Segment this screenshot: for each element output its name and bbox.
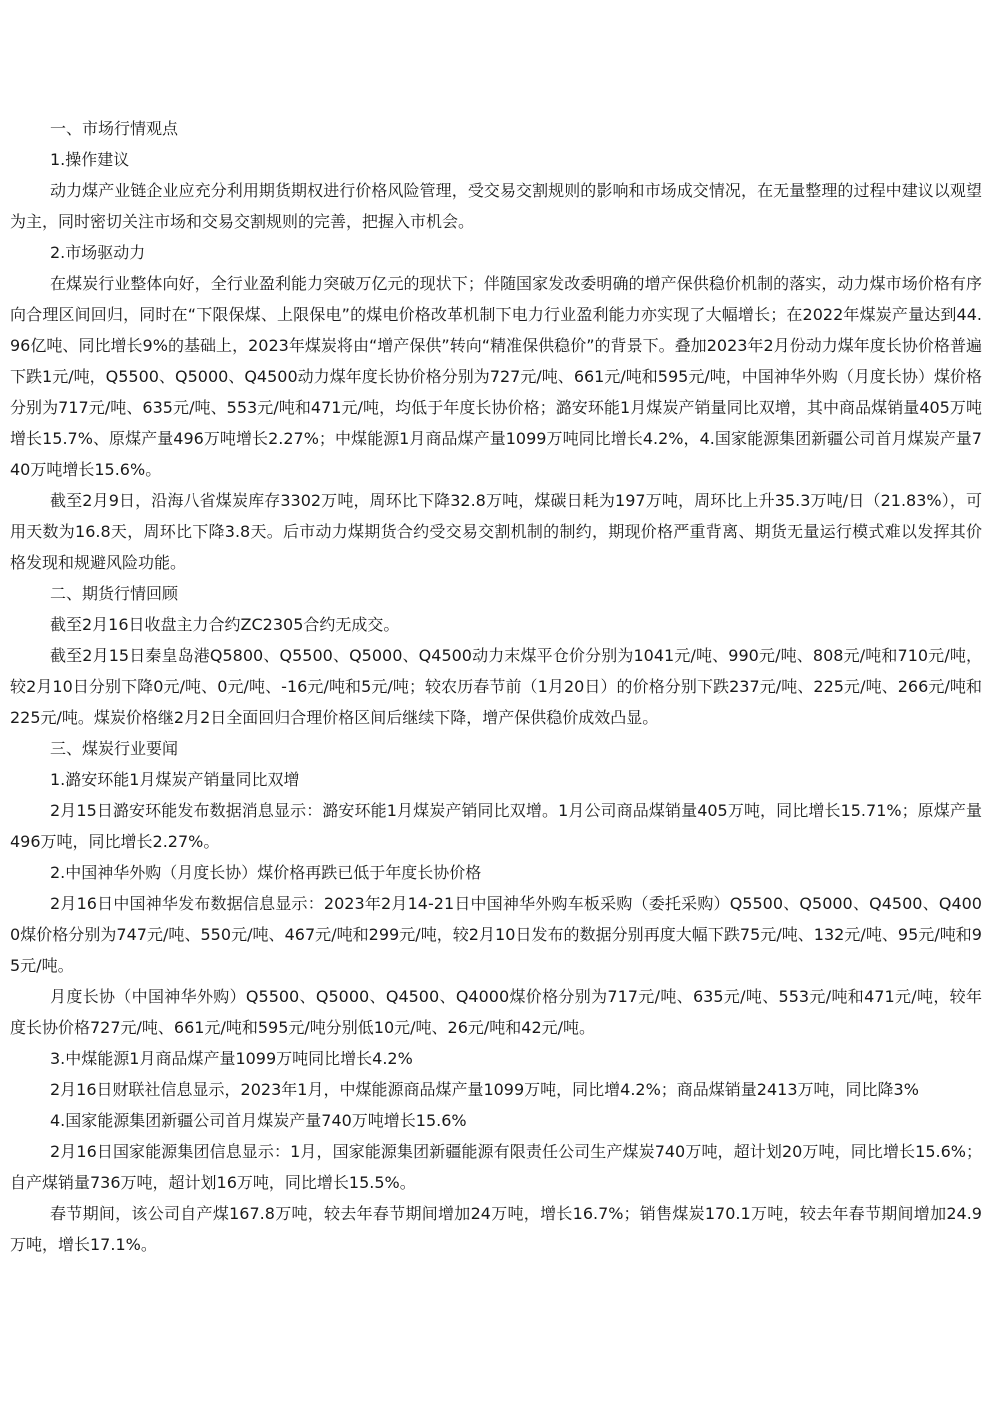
news-heading-shenhua: 2.中国神华外购（月度长协）煤价格再跌已低于年度长协价格 — [50, 863, 482, 882]
section-heading-market-view: 一、市场行情观点 — [50, 119, 179, 138]
subheading-market-drivers: 2.市场驱动力 — [50, 243, 146, 262]
paragraph-operation-advice: 动力煤产业链企业应充分利用期货期权进行价格风险管理，受交易交割规则的影响和市场成交情况，在无量整理的过程中建议以观望为主，同时密切关注市场和交易交割规则的完善，把握入市机会。 — [10, 181, 982, 231]
news-paragraph-xinjiang: 2月16日国家能源集团信息显示：1月，国家能源集团新疆能源有限责任公司生产煤炭740万吨，超计划20万吨，同比增长15.6%；自产煤销量736万吨，超计划16万吨，同比增长15.5%。 — [10, 1142, 982, 1192]
paragraph-port-prices: 截至2月15日秦皇岛港Q5800、Q5500、Q5000、Q4500动力末煤平仓价分别为1041元/吨、990元/吨、808元/吨和710元/吨，较2月10日分别下降0元/吨、0元/吨、-16元/吨和5元/吨；较农历春节前（1月20日）的价格分别下跌237元/吨、225元/吨、266元/吨和225元/吨。煤炭价格继2月2日全面回归合理价格区间后继续下降，增产保供稳价成效凸显。 — [10, 646, 982, 727]
section-heading-industry-news: 三、煤炭行业要闻 — [50, 739, 179, 758]
subheading-operation-advice: 1.操作建议 — [50, 150, 130, 169]
paragraph-futures-close: 截至2月16日收盘主力合约ZC2305合约无成交。 — [50, 615, 400, 634]
news-paragraph-china-coal: 2月16日财联社信息显示，2023年1月，中煤能源商品煤产量1099万吨，同比增4.2%；商品煤销量2413万吨，同比降3% — [50, 1080, 919, 1099]
news-heading-china-coal: 3.中煤能源1月商品煤产量1099万吨同比增长4.2% — [50, 1049, 413, 1068]
news-paragraph-shenhua-spot: 2月16日中国神华发布数据信息显示：2023年2月14-21日中国神华外购车板采购（委托采购）Q5500、Q5000、Q4500、Q4000煤价格分别为747元/吨、550元/吨、467元/吨和299元/吨，较2月10日发布的数据分别再度大幅下跌75元/吨、132元/吨、95元/吨和95元/吨。 — [10, 894, 982, 975]
paragraph-inventory: 截至2月9日，沿海八省煤炭库存3302万吨，周环比下降32.8万吨，煤碳日耗为197万吨，周环比上升35.3万吨/日（21.83%），可用天数为16.8天，周环比下降3.8天。后市动力煤期货合约受交易交割机制的制约，期现价格严重背离、期货无量运行模式难以发挥其价格发现和规避风险功能。 — [10, 491, 982, 572]
paragraph-market-drivers: 在煤炭行业整体向好，全行业盈利能力突破万亿元的现状下；伴随国家发改委明确的增产保供稳价机制的落实，动力煤市场价格有序向合理区间回归，同时在“下限保煤、上限保电”的煤电价格改革机制下电力行业盈利能力亦实现了大幅增长；在2022年煤炭产量达到44.96亿吨、同比增长9%的基础上，2023年煤炭将由“增产保供”转向“精准保供稳价”的背景下。叠加2023年2月份动力煤年度长协价格普遍下跌1元/吨，Q5500、Q5000、Q4500动力煤年度长协价格分别为727元/吨、661元/吨和595元/吨，中国神华外购（月度长协）煤价格分别为717元/吨、635元/吨、553元/吨和471元/吨，均低于年度长协价格；潞安环能1月煤炭产销量同比双增，其中商品煤销量405万吨增长15.7%、原煤产量496万吨增长2.27%；中煤能源1月商品煤产量1099万吨同比增长4.2%，4.国家能源集团新疆公司首月煤炭产量740万吨增长15.6%。 — [10, 274, 982, 479]
news-heading-xinjiang: 4.国家能源集团新疆公司首月煤炭产量740万吨增长15.6% — [50, 1111, 467, 1130]
news-heading-luan: 1.潞安环能1月煤炭产销量同比双增 — [50, 770, 300, 789]
section-heading-futures-review: 二、期货行情回顾 — [50, 584, 179, 603]
news-paragraph-spring-festival: 春节期间，该公司自产煤167.8万吨，较去年春节期间增加24万吨，增长16.7%；销售煤炭170.1万吨，较去年春节期间增加24.9万吨，增长17.1%。 — [10, 1204, 982, 1254]
document-body — [10, 113, 982, 1260]
news-paragraph-luan: 2月15日潞安环能发布数据消息显示：潞安环能1月煤炭产销同比双增。1月公司商品煤销量405万吨，同比增长15.71%；原煤产量496万吨，同比增长2.27%。 — [10, 801, 982, 851]
news-paragraph-shenhua-monthly: 月度长协（中国神华外购）Q5500、Q5000、Q4500、Q4000煤价格分别为717元/吨、635元/吨、553元/吨和471元/吨，较年度长协价格727元/吨、661元/吨和595元/吨分别低10元/吨、26元/吨和42元/吨。 — [10, 987, 982, 1037]
